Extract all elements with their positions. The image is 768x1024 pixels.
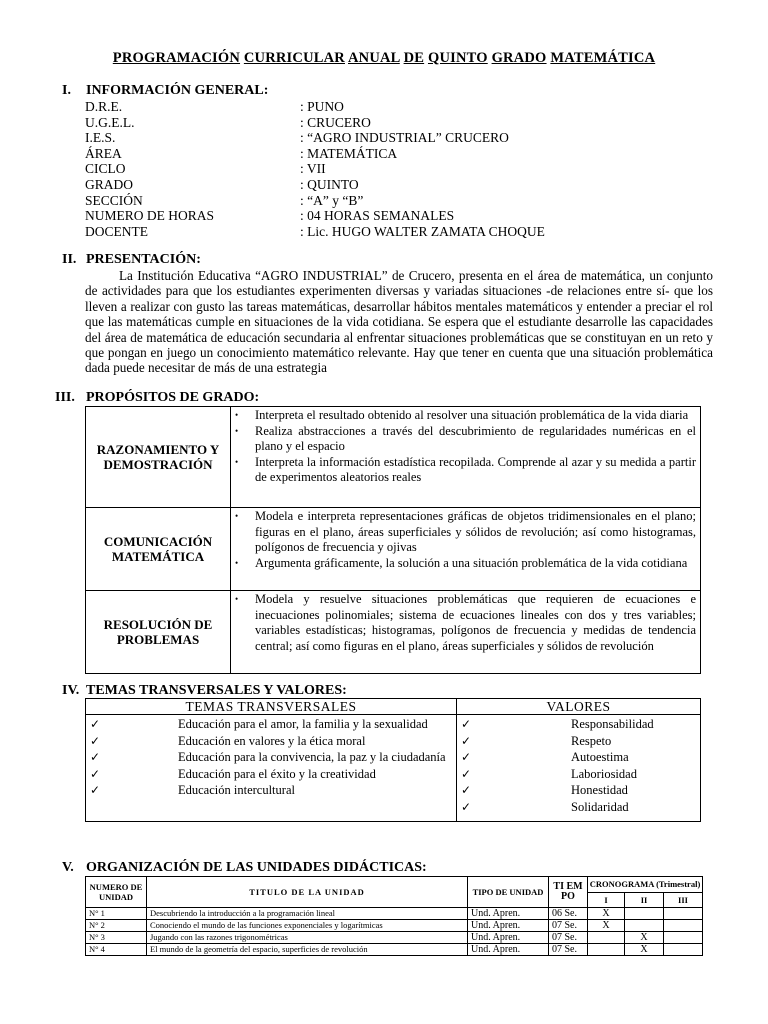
list-item: • Interpreta la información estadística recopilada. Comprende al azar y su medida a partir de experimentos aleatorios reales [235,454,696,485]
check-icon: ✓ [90,717,101,731]
list-item: ✓ Educación para el éxito y la creatividad [90,766,376,781]
bullet-icon: • [235,456,239,467]
purpose-label: COMUNICACIÓN MATEMÁTICA [86,508,231,591]
list-item: ✓ Solidaridad [461,799,629,814]
column-header: I [588,892,625,908]
column-header: CRONOGRAMA (Trimestral) [588,877,703,893]
list-item: ✓ Autoestima [461,750,629,764]
presentation-paragraph: La Institución Educativa “AGRO INDUSTRIAL” de Crucero, presenta en el área de matemática, un conjunto de actividades para que los estudiantes experimenten diversas y variadas situaciones -de relaciones entre sí- que los lleven a realizar con gusto las tareas matemáticas, desarrollar hábitos mentales matemáticos y entender a preciar el rol que las matemáticas cumple en situaciones de la vida cotidiana. Se espera que el estudiante desarrolle las capacidades del área de matemática de educación secundaria al enfrentar situaciones problemáticas que se constituyan en un reto y que pongan en juego un conocimiento matemático relevante. Hay que tener en cuenta que una situación problemática dada puede necesitar de más de una estrategia [85,268,713,376]
info-row: D.R.E. : PUNO [85,99,344,114]
section-heading-purposes: III. PROPÓSITOS DE GRADO: [55,390,260,405]
list-item: • Modela y resuelve situaciones problemáticas que requieren de ecuaciones e inecuaciones polinomiales; sistema de ecuaciones lineales con dos y tres variables; variables estadísticas; histogramas, polígonos de frecuencia y medidas de tendencia central; así como figuras en el plano, áreas superficiales y sólidos de revolución [235,592,696,653]
document-title: PROGRAMACIÓN CURRICULAR ANUAL DE QUINTO GRADO MATEMÁTICA [112,50,656,66]
column-header: TIPO DE UNIDAD [468,877,549,908]
info-row: ÁREA : MATEMÁTICA [85,145,398,161]
table-row: N° 2 Conociendo el mundo de las funciones exponenciales y logarítmicas Und. Apren. 07 Se. X [86,920,703,932]
info-row: SECCIÓN : “A” y “B” [85,192,364,208]
values-cell [457,715,701,822]
table-row [86,591,701,674]
column-header: TITULO DE LA UNIDAD [147,877,468,908]
purpose-label: RESOLUCIÓN DE PROBLEMAS [86,591,231,674]
check-icon: ✓ [461,750,472,764]
section-heading-transversal: IV. TEMAS TRANSVERSALES Y VALORES: [62,683,347,698]
check-icon: ✓ [461,799,472,814]
general-info-list [85,99,545,239]
table-row [86,877,703,893]
check-icon: ✓ [461,766,472,781]
purpose-label: RAZONAMIENTO Y DEMOSTRACIÓN [86,407,231,508]
list-item: ✓ Educación intercultural [90,783,295,797]
list-item: • Realiza abstracciones a través del descubrimiento de regularidades numéricas en el plano y el espacio [235,423,696,454]
column-header: NUMERO DE UNIDAD [86,877,147,908]
info-row: I.E.S. : “AGRO INDUSTRIAL” CRUCERO [85,130,509,146]
info-row: GRADO : QUINTO [85,176,359,192]
table-row: N° 3 Jugando con las razones trigonométricas Und. Apren. 07 Se. X [86,932,703,944]
check-icon: ✓ [90,750,101,764]
list-item: ✓ Respeto [461,733,612,748]
purposes-table [85,406,701,674]
list-item: ✓ Educación en valores y la ética moral [90,733,366,748]
section-heading-units: V. ORGANIZACIÓN DE LAS UNIDADES DIDÁCTICAS: [62,860,427,875]
check-icon: ✓ [461,733,472,748]
table-row [86,699,701,715]
info-row: NUMERO DE HORAS : 04 HORAS SEMANALES [85,208,455,224]
check-icon: ✓ [461,783,472,797]
list-item: ✓ Responsabilidad [461,717,654,731]
check-icon: ✓ [90,783,101,797]
check-icon: ✓ [90,733,101,748]
column-header: TI EM PO [549,877,588,908]
table-row [86,407,701,508]
info-row: CICLO : VII [85,161,326,177]
list-item: • Interpreta el resultado obtenido al resolver una situación problemática de la vida diaria [235,408,689,422]
units-table [85,876,703,956]
themes-cell [86,715,457,822]
column-header: II [625,892,664,908]
table-row: N° 1 Descubriendo la introducción a la programación lineal Und. Apren. 06 Se. X [86,908,703,920]
bullet-icon: • [235,410,239,420]
info-row: DOCENTE : Lic. HUGO WALTER ZAMATA CHOQUE [85,223,545,239]
section-heading-general-info: I. INFORMACIÓN GENERAL: [62,83,269,98]
list-item: ✓ Laboriosidad [461,766,637,781]
bullet-icon: • [235,511,239,521]
table-row [86,508,701,591]
list-item: ✓ Educación para la convivencia, la paz y la ciudadanía [90,750,446,764]
bullet-icon: • [235,594,239,604]
purpose-items [231,407,701,508]
bullet-icon: • [235,557,239,568]
list-item: • Modela e interpreta representaciones gráficas de objetos tridimensionales en el plano; figuras en el plano, áreas superficiales y sólidos de revolución; así como histogramas, polígonos de frecuencia y ojivas [235,509,696,555]
section-heading-presentation: II. PRESENTACIÓN: [62,252,201,267]
purpose-items [231,508,701,591]
bullet-icon: • [235,425,239,436]
transversal-values-table [85,698,701,822]
list-item: • Argumenta gráficamente, la solución a una situación problemática de la vida cotidiana [235,555,688,570]
column-header: TEMAS TRANSVERSALES [86,699,457,715]
check-icon: ✓ [90,766,101,781]
list-item: ✓ Honestidad [461,783,628,797]
info-row: U.G.E.L. : CRUCERO [85,114,371,130]
column-header: III [664,892,703,908]
list-item: ✓ Educación para el amor, la familia y la sexualidad [90,717,428,731]
purpose-items [231,591,701,674]
table-row [86,715,701,822]
column-header: VALORES [457,699,701,715]
table-row: N° 4 El mundo de la geometría del espacio, superficies de revolución Und. Apren. 07 Se. X [86,944,703,956]
check-icon: ✓ [461,717,472,731]
